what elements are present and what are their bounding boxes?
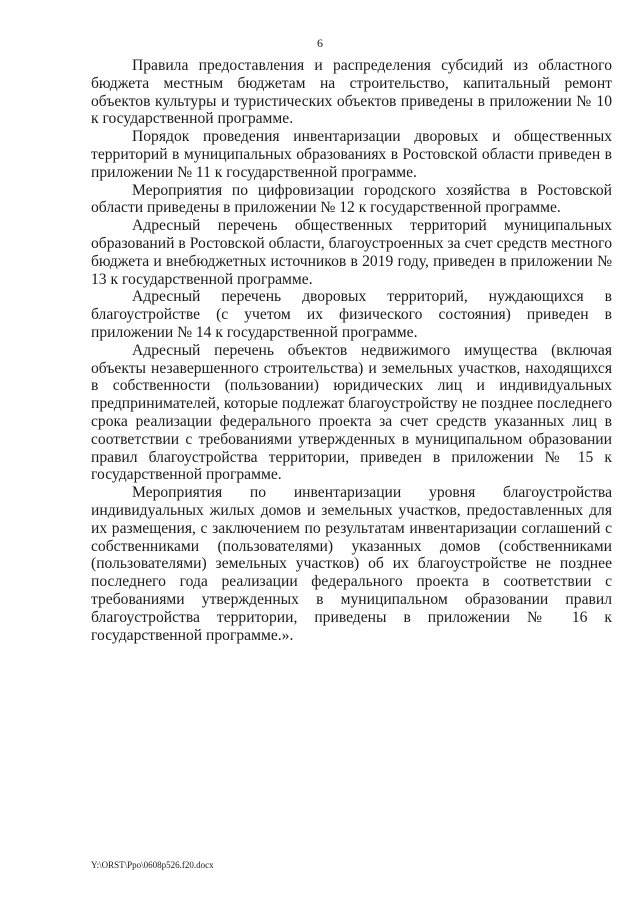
paragraph-appendix-16: Мероприятия по инвентаризации уровня благоустройства индивидуальных жилых домов и земельных участков, предоставленных для их размещения, с заключением по результатам инвентаризации соглашений с собственниками (пользователями) указанных домов (собственниками (пользователями) земельных участков) об их благоустройстве не позднее последнего года реализации федерального проекта в соответствии с требованиями утвержденных в муниципальном образовании правил благоустройства территории, приведены в приложении № 16 к государственной программе.». xyxy=(91,484,612,644)
document-body xyxy=(91,57,612,644)
paragraph-appendix-15: Адресный перечень объектов недвижимого имущества (включая объекты незавершенного строительства) и земельных участков, находящихся в собственности (пользовании) юридических лиц и индивидуальных предпринимателей, которые подлежат благоустройству не позднее последнего срока реализации федерального проекта за счет средств указанных лиц в соответствии с требованиями утвержденных в муниципальном образовании правил благоустройства территории, приведен в приложении № 15 к государственной программе. xyxy=(91,341,612,484)
footer-file-path: Y:\ORST\Ppo\0608p526.f20.docx xyxy=(91,860,214,870)
page-number: 6 xyxy=(317,36,323,50)
paragraph-appendix-10: Правила предоставления и распределения субсидий из областного бюджета местным бюджетам на строительство, капитальный ремонт объектов культуры и туристических объектов приведены в приложении № 10 к государственной программе. xyxy=(91,57,612,128)
paragraph-appendix-14: Адресный перечень дворовых территорий, нуждающихся в благоустройстве (с учетом их физического состояния) приведен в приложении № 14 к государственной программе. xyxy=(91,288,612,341)
paragraph-appendix-13: Адресный перечень общественных территорий муниципальных образований в Ростовской области, благоустроенных за счет средств местного бюджета и внебюджетных источников в 2019 году, приведен в приложении № 13 к государственной программе. xyxy=(91,217,612,288)
paragraph-appendix-12: Мероприятия по цифровизации городского хозяйства в Ростовской области приведены в приложении № 12 к государственной программе. xyxy=(91,181,612,217)
paragraph-appendix-11: Порядок проведения инвентаризации дворовых и общественных территорий в муниципальных образованиях в Ростовской области приведен в приложении № 11 к государственной программе. xyxy=(91,128,612,181)
